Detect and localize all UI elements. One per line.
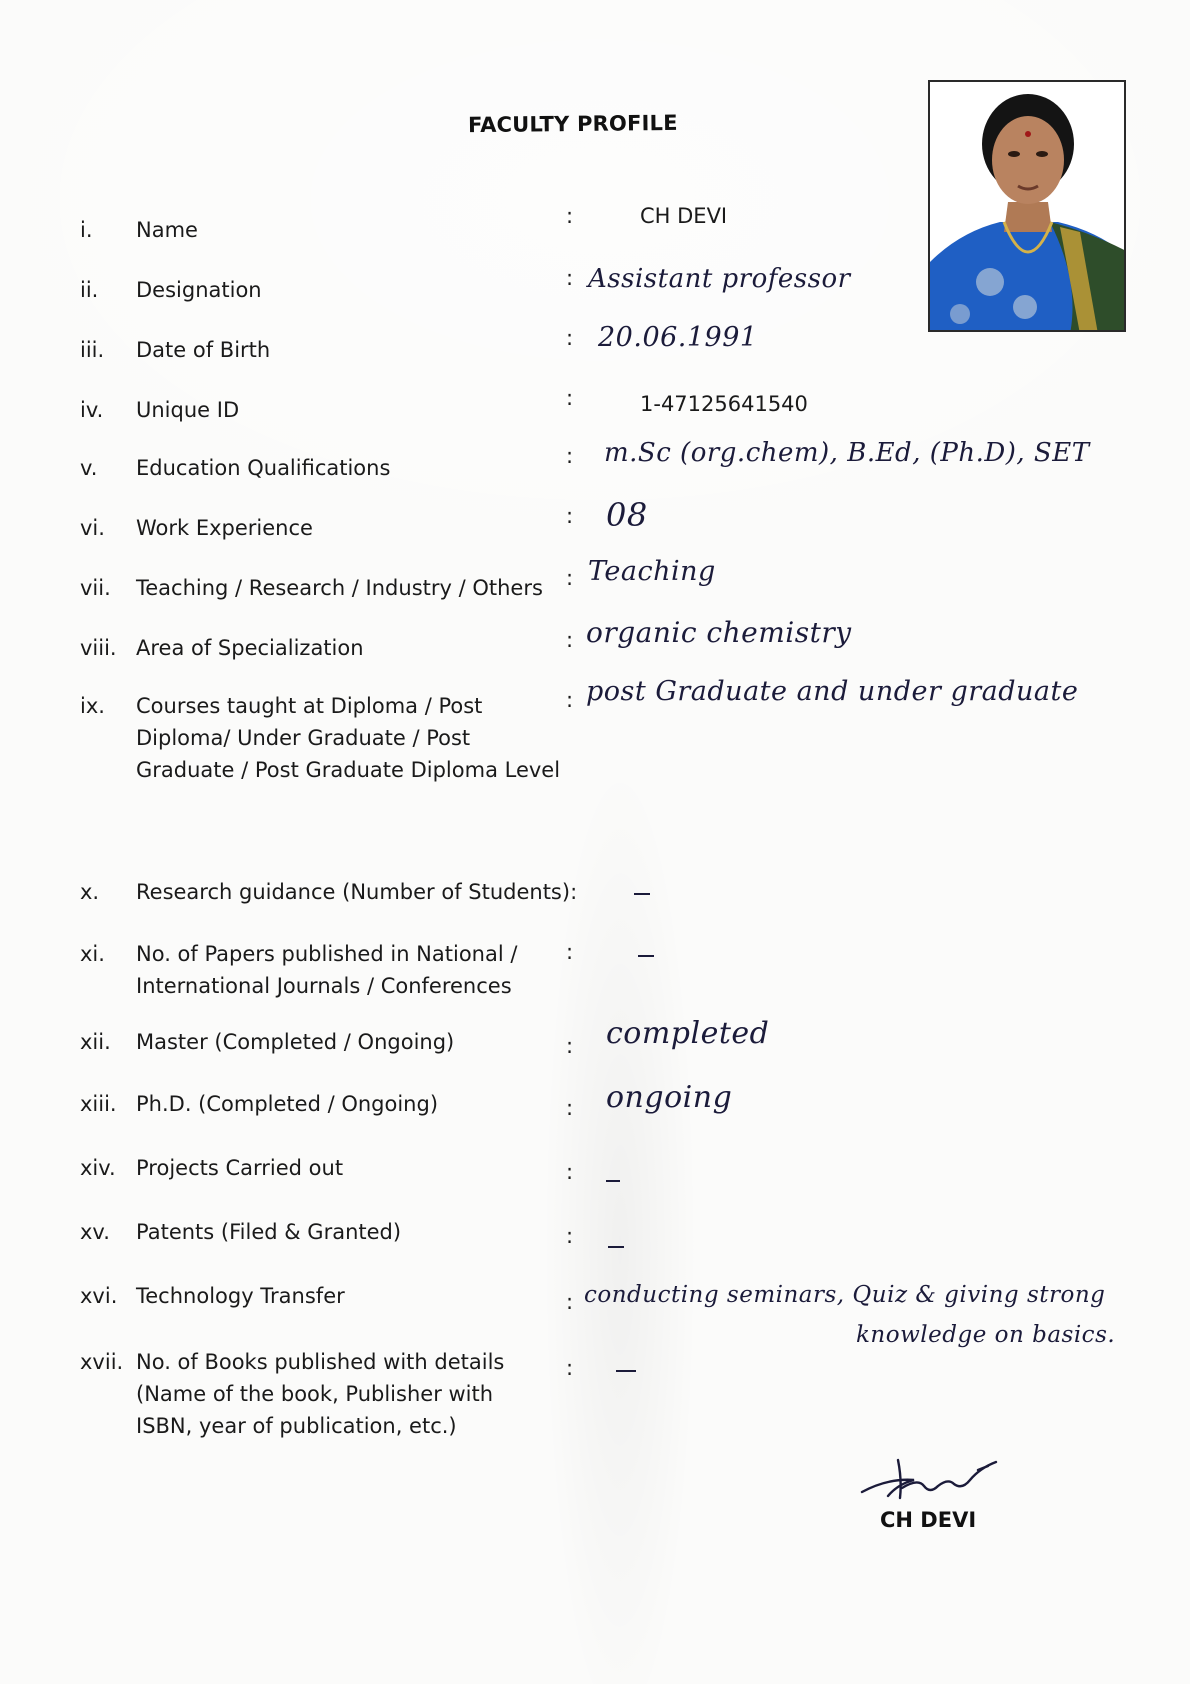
- education-value: m.Sc (org.chem), B.Ed, (Ph.D), SET: [604, 438, 1090, 468]
- row-number: ii.: [80, 278, 99, 302]
- unique-id-value: 1-47125641540: [640, 392, 808, 416]
- specialization-value: organic chemistry: [586, 616, 852, 649]
- master-value: completed: [606, 1016, 770, 1051]
- row-colon: :: [566, 504, 574, 528]
- empty-value-dash: [638, 955, 654, 957]
- courses-value: post Graduate and under graduate: [586, 676, 1079, 707]
- row-colon: :: [566, 940, 574, 964]
- row-number: xiii.: [80, 1092, 117, 1116]
- row-colon: :: [566, 628, 574, 652]
- technology-transfer-value: conducting seminars, Quiz & giving strong: [584, 1282, 1106, 1308]
- row-label: Ph.D. (Completed / Ongoing): [136, 1092, 439, 1116]
- row-number: viii.: [80, 636, 117, 660]
- empty-value-dash: [606, 1180, 620, 1182]
- row-colon: :: [566, 326, 574, 350]
- designation-value: Assistant professor: [588, 264, 851, 294]
- row-label: Work Experience: [136, 516, 313, 540]
- row-number: xi.: [80, 942, 105, 966]
- row-number: iii.: [80, 338, 105, 362]
- row-number: x.: [80, 880, 100, 904]
- row-colon: :: [566, 1160, 574, 1184]
- dob-value: 20.06.1991: [598, 322, 758, 353]
- row-number: xvii.: [80, 1350, 124, 1374]
- row-colon: :: [566, 1290, 574, 1314]
- row-number: v.: [80, 456, 98, 480]
- profile-photo: [928, 80, 1126, 332]
- row-label: Name: [136, 218, 198, 242]
- row-colon: :: [566, 688, 574, 712]
- row-colon: :: [566, 1034, 574, 1058]
- row-number: i.: [80, 218, 93, 242]
- row-number: xv.: [80, 1220, 110, 1244]
- row-number: xiv.: [80, 1156, 116, 1180]
- row-label: Education Qualifications: [136, 456, 391, 480]
- row-colon: :: [566, 444, 574, 468]
- row-label: Area of Specialization: [136, 636, 364, 660]
- row-label-line-3: Graduate / Post Graduate Diploma Level: [136, 758, 561, 782]
- row-colon: :: [566, 566, 574, 590]
- row-label: Research guidance (Number of Students):: [136, 880, 578, 904]
- phd-value: ongoing: [606, 1080, 733, 1115]
- row-colon: :: [566, 266, 574, 290]
- row-colon: :: [566, 386, 574, 410]
- row-label-line-2: International Journals / Conferences: [136, 974, 512, 998]
- row-label: Date of Birth: [136, 338, 271, 362]
- row-colon: :: [566, 1224, 574, 1248]
- row-number: xii.: [80, 1030, 111, 1054]
- row-label: Unique ID: [136, 398, 240, 422]
- row-label: Designation: [136, 278, 262, 302]
- row-label-line-2: Diploma/ Under Graduate / Post: [136, 726, 471, 750]
- row-number: vii.: [80, 576, 111, 600]
- row-label: Projects Carried out: [136, 1156, 344, 1180]
- row-colon: :: [566, 1096, 574, 1120]
- row-number: xvi.: [80, 1284, 118, 1308]
- row-label: Patents (Filed & Granted): [136, 1220, 402, 1244]
- row-number: vi.: [80, 516, 105, 540]
- name-value: CH DEVI: [640, 204, 728, 228]
- row-label: Teaching / Research / Industry / Others: [136, 576, 543, 600]
- row-label-line-2: (Name of the book, Publisher with: [136, 1382, 494, 1406]
- row-label: Technology Transfer: [136, 1284, 345, 1308]
- row-label-line-3: ISBN, year of publication, etc.): [136, 1414, 457, 1438]
- portrait-image: [930, 82, 1126, 332]
- row-label: Courses taught at Diploma / Post: [136, 694, 483, 718]
- row-label: No. of Books published with details: [136, 1350, 505, 1374]
- technology-transfer-value-line-2: knowledge on basics.: [856, 1322, 1116, 1348]
- row-label: No. of Papers published in National /: [136, 942, 518, 966]
- page-title: FACULTY PROFILE: [467, 110, 678, 138]
- empty-value-dash: [616, 1370, 636, 1372]
- empty-value-dash: [634, 893, 650, 895]
- handwritten-signature: [858, 1440, 1018, 1510]
- row-number: iv.: [80, 398, 104, 422]
- experience-value: 08: [606, 496, 648, 534]
- row-colon: :: [566, 204, 574, 228]
- row-colon: :: [566, 1356, 574, 1380]
- empty-value-dash: [608, 1246, 624, 1248]
- teaching-value: Teaching: [588, 556, 716, 587]
- row-number: ix.: [80, 694, 105, 718]
- row-label: Master (Completed / Ongoing): [136, 1030, 455, 1054]
- signature-name: CH DEVI: [880, 1508, 977, 1532]
